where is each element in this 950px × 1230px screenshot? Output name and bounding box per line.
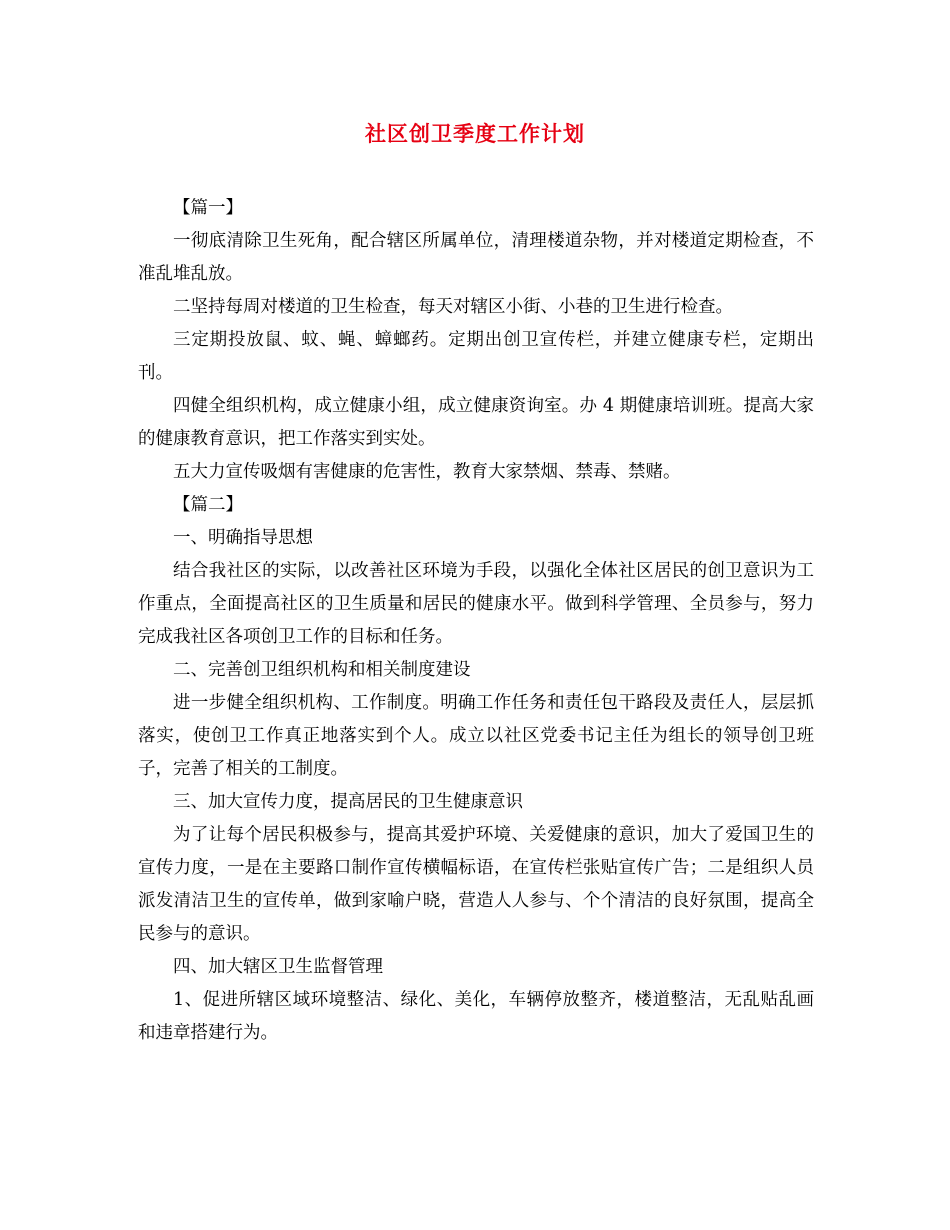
paragraph: 一彻底清除卫生死角，配合辖区所属单位，清理楼道杂物，并对楼道定期检查，不准乱堆乱放。 (138, 231, 814, 284)
section-heading: 【篇一】 (173, 198, 243, 218)
subheading: 二、完善创卫组织机构和相关制度建设 (173, 660, 471, 680)
paragraph: 进一步健全组织机构、工作制度。明确工作任务和责任包干路段及责任人，层层抓落实，使创卫工作真正地落实到个人。成立以社区党委书记主任为组长的领导创卫班子，完善了相关的工制度。 (138, 693, 814, 779)
paragraph: 为了让每个居民积极参与，提高其爱护环境、关爱健康的意识，加大了爱国卫生的宣传力度，一是在主要路口制作宣传横幅标语，在宣传栏张贴宣传广告；二是组织人员派发清洁卫生的宣传单，做到家喻户晓，营造人人参与、个个清洁的良好氛围，提高全民参与的意识。 (138, 825, 814, 944)
subheading: 三、加大宣传力度，提高居民的卫生健康意识 (173, 792, 523, 812)
document-body (138, 192, 814, 1050)
subheading: 四、加大辖区卫生监督管理 (173, 957, 383, 977)
section-heading: 【篇二】 (173, 495, 243, 515)
paragraph: 1、促进所辖区域环境整洁、绿化、美化，车辆停放整齐，楼道整洁，无乱贴乱画和违章搭建行为。 (138, 990, 814, 1043)
paragraph: 结合我社区的实际，以改善社区环境为手段，以强化全体社区居民的创卫意识为工作重点，全面提高社区的卫生质量和居民的健康水平。做到科学管理、全员参与，努力完成我社区各项创卫工作的目标和任务。 (138, 561, 814, 647)
paragraph: 五大力宣传吸烟有害健康的危害性，教育大家禁烟、禁毒、禁赌。 (173, 462, 681, 482)
paragraph: 二坚持每周对楼道的卫生检查，每天对辖区小街、小巷的卫生进行检查。 (173, 297, 733, 317)
paragraph: 四健全组织机构，成立健康小组，成立健康资询室。办 4 期健康培训班。提高大家的健康教育意识，把工作落实到实处。 (138, 396, 814, 449)
document-title: 社区创卫季度工作计划 (365, 121, 585, 146)
paragraph: 三定期投放鼠、蚊、蝇、蟑螂药。定期出创卫宣传栏，并建立健康专栏，定期出刊。 (138, 330, 814, 383)
subheading: 一、明确指导思想 (173, 528, 313, 548)
